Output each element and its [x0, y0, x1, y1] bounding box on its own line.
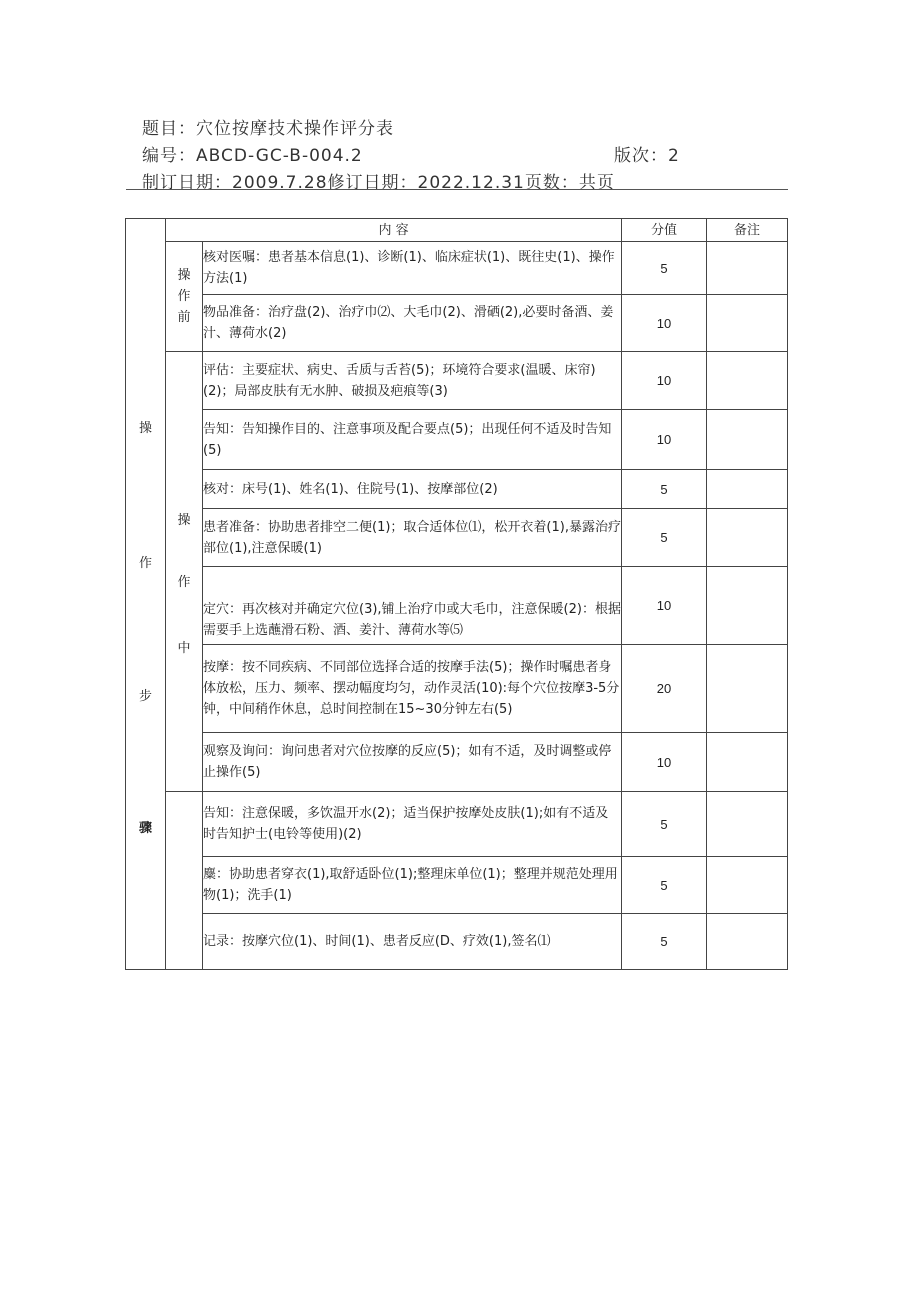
document-code: 编号：ABCD-GC-B-004.2: [142, 146, 363, 166]
item-score: 10: [622, 733, 707, 792]
item-content: 核对医嘱：患者基本信息(1)、诊断(1)、临床症状(1)、既往史(1)、操作方法(1): [203, 242, 622, 295]
table-header-row: [126, 219, 788, 242]
item-remark: [707, 645, 788, 733]
document-dates: 制订日期：2009.7.28修订日期：2022.12.31页数：共页: [142, 173, 615, 193]
item-remark: [707, 792, 788, 857]
table-row: [126, 295, 788, 352]
document-version: 版次：2: [614, 146, 680, 166]
item-score: 5: [622, 470, 707, 509]
item-content: 定穴：再次核对并确定穴位(3),铺上治疗巾或大毛巾，注意保暖(2)：根据需要手上选蘸滑石粉、酒、姜汁、薄荷水等⑸: [203, 567, 622, 645]
item-remark: [707, 410, 788, 470]
item-remark: [707, 470, 788, 509]
table-row: [126, 733, 788, 792]
item-remark: [707, 914, 788, 970]
item-content: 记录：按摩穴位(1)、时间(1)、患者反应(D、疗效(1),签名⑴: [203, 914, 622, 970]
item-score: 5: [622, 857, 707, 914]
table-row: [126, 410, 788, 470]
group-label-before: [166, 242, 203, 352]
item-content: 评估：主要症状、病史、舌质与舌苔(5)；环境符合要求(温暖、床帘)(2)；局部皮肤有无水肿、破损及疤痕等(3): [203, 352, 622, 410]
item-score: 5: [622, 509, 707, 567]
item-content: 患者准备：协助患者排空二便(1)；取合适体位⑴，松开衣着(1),暴露治疗部位(1),注意保暖(1): [203, 509, 622, 567]
item-content: 核对：床号(1)、姓名(1)、住院号(1)、按摩部位(2): [203, 470, 622, 509]
item-score: 10: [622, 352, 707, 410]
group-label-after: [166, 792, 203, 970]
item-remark: [707, 733, 788, 792]
scoring-table: [125, 218, 788, 970]
outer-label-char: 操: [138, 420, 152, 436]
group-label-char: 作: [177, 575, 191, 590]
column-header-score: 分值: [622, 219, 707, 242]
outer-header-blank: [126, 219, 166, 242]
item-content: 告知：告知操作目的、注意事项及配合要点(5)；出现任何不适及时告知(5): [203, 410, 622, 470]
table-row: [126, 792, 788, 857]
table-row: [126, 645, 788, 733]
item-score: 10: [622, 410, 707, 470]
header-divider: [126, 189, 788, 190]
item-score: 5: [622, 914, 707, 970]
table-row: [126, 914, 788, 970]
item-remark: [707, 352, 788, 410]
item-score: 10: [622, 295, 707, 352]
item-remark: [707, 567, 788, 645]
item-score: 10: [622, 567, 707, 645]
table-row: [126, 242, 788, 295]
item-content: 告知：注意保暖，多饮温开水(2)；适当保护按摩处皮肤(1);如有不适及时告知护士(电铃等使用)(2): [203, 792, 622, 857]
item-content: 物品准备：治疗盘(2)、治疗巾⑵、大毛巾(2)、滑硒(2),必要时备酒、姜汁、薄荷水(2): [203, 295, 622, 352]
column-header-remark: 备注: [707, 219, 788, 242]
item-remark: [707, 242, 788, 295]
item-remark: [707, 509, 788, 567]
table-row: [126, 352, 788, 410]
outer-label-char: 作: [138, 555, 152, 571]
group-label-char: 操: [177, 268, 191, 283]
group-label-during: [166, 352, 203, 792]
item-score: 5: [622, 242, 707, 295]
item-content: 按摩：按不同疾病、不同部位选择合适的按摩手法(5)；操作时嘱患者身体放松，压力、频率、摆动幅度均匀，动作灵活(10):每个穴位按摩3-5分钟，中间稍作休息，总时间控制在15~30分钟左右(5): [203, 645, 622, 733]
item-remark: [707, 857, 788, 914]
group-label-char: 中: [177, 641, 191, 656]
outer-category-cell: [126, 242, 166, 970]
table-row: [126, 509, 788, 567]
item-score: 20: [622, 645, 707, 733]
group-label-char: 操: [177, 513, 191, 528]
item-remark: [707, 295, 788, 352]
document-title: 题目：穴位按摩技术操作评分表: [142, 119, 394, 139]
table-row: [126, 470, 788, 509]
table-row: [126, 567, 788, 645]
group-label-char: 前: [177, 310, 191, 325]
outer-label-char: 骤: [138, 820, 152, 836]
table-row: [126, 857, 788, 914]
item-score: 5: [622, 792, 707, 857]
outer-label-char: 步: [138, 688, 152, 704]
column-header-content: 内 容: [166, 219, 622, 242]
group-label-char: 作: [177, 289, 191, 304]
item-content: 麋：协助患者穿衣(1),取舒适卧位(1);整理床单位(1)；整理并规范处理用物(1)；洗手(1): [203, 857, 622, 914]
item-content: 观察及询问：询问患者对穴位按摩的反应(5)；如有不适，及时调整或停止操作(5): [203, 733, 622, 792]
